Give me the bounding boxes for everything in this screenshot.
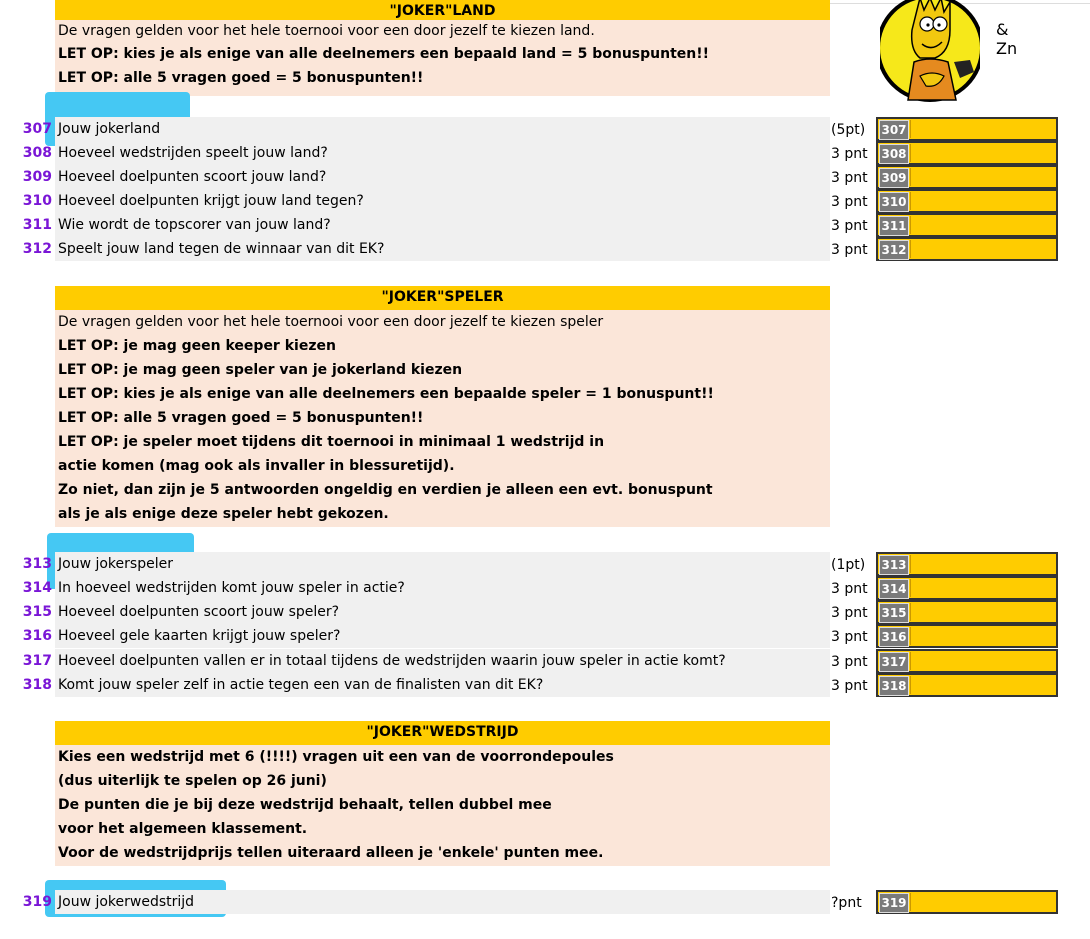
- answer-input[interactable]: [910, 240, 1055, 258]
- answer-id: 315: [879, 603, 909, 623]
- answer-id: 308: [879, 144, 909, 164]
- info-line: LET OP: alle 5 vragen goed = 5 bonuspunten!!: [58, 410, 424, 426]
- question-text: Jouw jokerland: [58, 121, 161, 137]
- question-number: 308: [22, 145, 52, 161]
- info-line: LET OP: je speler moet tijdens dit toernooi in minimaal 1 wedstrijd in: [58, 434, 605, 450]
- question-text: Komt jouw speler zelf in actie tegen een van de finalisten van dit EK?: [58, 677, 544, 693]
- question-text: Hoeveel doelpunten vallen er in totaal tijdens de wedstrijden waarin jouw speler in actie komt?: [58, 653, 726, 669]
- question-row: [0, 213, 1060, 237]
- question-row: [0, 673, 1060, 697]
- info-line: als je als enige deze speler hebt gekozen.: [58, 506, 389, 522]
- question-text: Wie wordt de topscorer van jouw land?: [58, 217, 331, 233]
- answer-field[interactable]: [876, 552, 1058, 576]
- answer-field[interactable]: [876, 141, 1058, 165]
- info-line: De vragen gelden voor het hele toernooi voor een door jezelf te kiezen speler: [58, 314, 604, 330]
- question-number: 319: [22, 894, 52, 910]
- question-number: 315: [22, 604, 52, 620]
- answer-id: 313: [879, 555, 909, 575]
- answer-input[interactable]: [910, 120, 1055, 138]
- info-line: LET OP: kies je als enige van alle deelnemers een bepaalde speler = 1 bonuspunt!!: [58, 386, 714, 402]
- question-number: 309: [22, 169, 52, 185]
- answer-input[interactable]: [910, 168, 1055, 186]
- answer-id: 310: [879, 192, 909, 212]
- question-number: 312: [22, 241, 52, 257]
- answer-field[interactable]: [876, 649, 1058, 673]
- answer-id: 314: [879, 579, 909, 599]
- answer-input[interactable]: [910, 627, 1055, 645]
- question-points: 3 pnt: [831, 678, 868, 694]
- question-row: [0, 576, 1060, 600]
- question-number: 311: [22, 217, 52, 233]
- info-box-jokerwedstrijd: [55, 745, 830, 866]
- info-box-jokerland: [55, 20, 830, 96]
- question-points: 3 pnt: [831, 170, 868, 186]
- question-points: 3 pnt: [831, 242, 868, 258]
- question-number: 317: [22, 653, 52, 669]
- question-number: 313: [22, 556, 52, 572]
- answer-id: 317: [879, 652, 909, 672]
- question-text: Hoeveel wedstrijden speelt jouw land?: [58, 145, 328, 161]
- question-text: Hoeveel doelpunten scoort jouw land?: [58, 169, 327, 185]
- question-points: 3 pnt: [831, 194, 868, 210]
- info-line: Zo niet, dan zijn je 5 antwoorden ongeldig en verdien je alleen een evt. bonuspunt: [58, 482, 713, 498]
- answer-input[interactable]: [910, 144, 1055, 162]
- info-line: actie komen (mag ook als invaller in blessuretijd).: [58, 458, 455, 474]
- question-row: [0, 141, 1060, 165]
- answer-id: 309: [879, 168, 909, 188]
- question-row: [0, 600, 1060, 624]
- info-line: LET OP: alle 5 vragen goed = 5 bonuspunten!!: [58, 70, 424, 86]
- answer-field[interactable]: [876, 189, 1058, 213]
- answer-input[interactable]: [910, 893, 1055, 911]
- question-row: [0, 890, 1060, 914]
- answer-field[interactable]: [876, 165, 1058, 189]
- question-number: 310: [22, 193, 52, 209]
- answer-input[interactable]: [910, 579, 1055, 597]
- question-points: 3 pnt: [831, 581, 868, 597]
- question-text: Jouw jokerwedstrijd: [58, 894, 195, 910]
- info-line: LET OP: je mag geen speler van je jokerland kiezen: [58, 362, 463, 378]
- answer-field[interactable]: [876, 213, 1058, 237]
- info-line: De punten die je bij deze wedstrijd behaalt, tellen dubbel mee: [58, 797, 552, 813]
- question-text: In hoeveel wedstrijden komt jouw speler in actie?: [58, 580, 405, 596]
- answer-id: 316: [879, 627, 909, 647]
- question-background: [55, 117, 830, 141]
- answer-field[interactable]: [876, 673, 1058, 697]
- answer-input[interactable]: [910, 192, 1055, 210]
- answer-field[interactable]: [876, 576, 1058, 600]
- answer-input[interactable]: [910, 652, 1055, 670]
- answer-input[interactable]: [910, 216, 1055, 234]
- answer-field[interactable]: [876, 600, 1058, 624]
- answer-field[interactable]: [876, 624, 1058, 648]
- answer-id: 318: [879, 676, 909, 696]
- answer-input[interactable]: [910, 676, 1055, 694]
- info-box-jokerspeler: [55, 310, 830, 527]
- answer-field[interactable]: [876, 237, 1058, 261]
- question-text: Speelt jouw land tegen de winnaar van dit EK?: [58, 241, 385, 257]
- question-text: Hoeveel gele kaarten krijgt jouw speler?: [58, 628, 341, 644]
- question-row: [0, 649, 1060, 673]
- question-row: [0, 189, 1060, 213]
- info-line: (dus uiterlijk te spelen op 26 juni): [58, 773, 327, 789]
- answer-input[interactable]: [910, 603, 1055, 621]
- question-points: 3 pnt: [831, 605, 868, 621]
- question-row: [0, 624, 1060, 648]
- info-line: LET OP: je mag geen keeper kiezen: [58, 338, 336, 354]
- question-row: [0, 165, 1060, 189]
- question-points: ?pnt: [831, 895, 862, 911]
- question-number: 314: [22, 580, 52, 596]
- info-line: De vragen gelden voor het hele toernooi voor een door jezelf te kiezen land.: [58, 23, 595, 39]
- question-row: [0, 117, 1060, 141]
- question-points: (1pt): [831, 557, 866, 573]
- info-line: voor het algemeen klassement.: [58, 821, 308, 837]
- section-header-jokerland: "JOKER"LAND: [55, 0, 830, 24]
- info-line: Voor de wedstrijdprijs tellen uiteraard alleen je 'enkele' punten mee.: [58, 845, 604, 861]
- question-text: Hoeveel doelpunten krijgt jouw land tegen?: [58, 193, 364, 209]
- section-header-jokerwedstrijd: "JOKER"WEDSTRIJD: [55, 721, 830, 745]
- info-line: LET OP: kies je als enige van alle deelnemers een bepaald land = 5 bonuspunten!!: [58, 46, 709, 62]
- question-points: (5pt): [831, 122, 866, 138]
- question-row: [0, 552, 1060, 576]
- question-row: [0, 237, 1060, 261]
- simpson-logo: [880, 0, 1018, 106]
- info-line: Kies een wedstrijd met 6 (!!!!) vragen uit een van de voorrondepoules: [58, 749, 614, 765]
- question-number: 316: [22, 628, 52, 644]
- answer-field[interactable]: [876, 117, 1058, 141]
- question-points: 3 pnt: [831, 654, 868, 670]
- question-points: 3 pnt: [831, 218, 868, 234]
- answer-id: 311: [879, 216, 909, 236]
- question-number: 307: [22, 121, 52, 137]
- section-header-jokerspeler: "JOKER"SPELER: [55, 286, 830, 310]
- answer-id: 312: [879, 240, 909, 260]
- question-points: 3 pnt: [831, 146, 868, 162]
- answer-input[interactable]: [910, 555, 1055, 573]
- question-text: Jouw jokerspeler: [58, 556, 173, 572]
- question-number: 318: [22, 677, 52, 693]
- question-points: 3 pnt: [831, 629, 868, 645]
- question-text: Hoeveel doelpunten scoort jouw speler?: [58, 604, 340, 620]
- answer-field[interactable]: [876, 890, 1058, 914]
- answer-id: 307: [879, 120, 909, 140]
- answer-id: 319: [879, 893, 909, 913]
- logo-text: & Zn: [996, 20, 1018, 58]
